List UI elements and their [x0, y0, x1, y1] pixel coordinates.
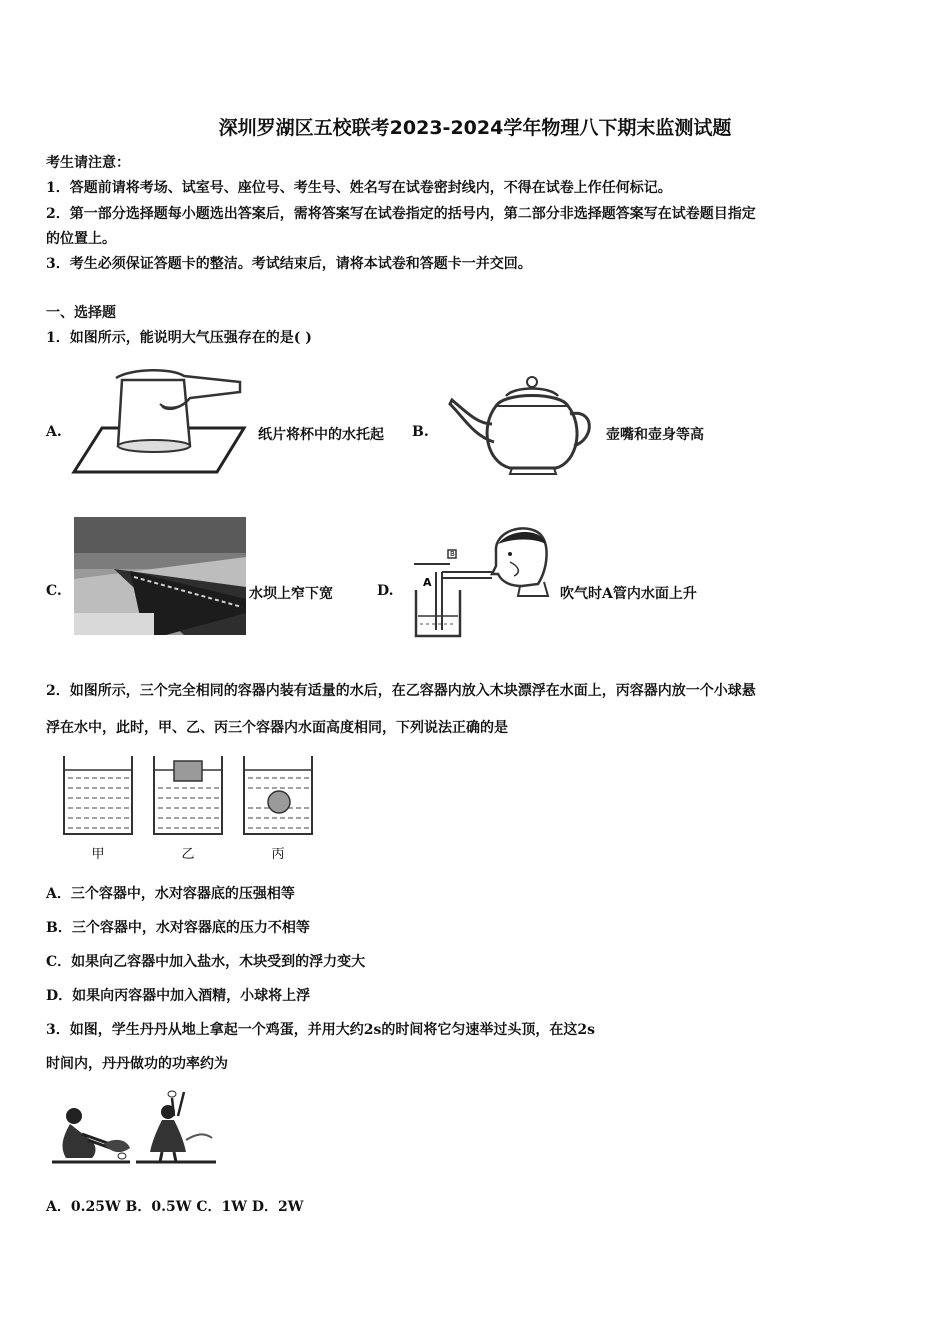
dam-photo — [74, 517, 246, 635]
q1-option-a-text: 纸片将杯中的水托起 — [258, 427, 384, 443]
q1-stem: 1．如图所示，能说明大气压强存在的是( ) — [46, 330, 312, 346]
blowing-tube-figure — [410, 524, 552, 640]
q3-options: A．0.25W B．0.5W C．1W D．2W — [46, 1199, 304, 1215]
tube-label-b: B — [450, 550, 455, 558]
three-containers-figure — [60, 752, 320, 864]
q2-option-a: A．三个容器中，水对容器底的压强相等 — [46, 886, 295, 902]
section-heading: 一、选择题 — [46, 305, 116, 321]
q1-option-b-label: B. — [412, 424, 429, 440]
q1-option-d-label: D. — [377, 583, 394, 599]
container-label-bing: 丙 — [271, 847, 285, 862]
q3-stem-line-2: 时间内，丹丹做功的功率约为 — [46, 1056, 228, 1072]
container-label-jia: 甲 — [91, 847, 105, 862]
notice-item-2-cont: 的位置上。 — [46, 231, 116, 247]
girl-lifting-egg-figure — [52, 1088, 216, 1168]
q2-option-b: B．三个容器中，水对容器底的压力不相等 — [46, 920, 310, 936]
q1-option-a-label: A. — [46, 424, 62, 440]
notice-heading: 考生请注意： — [46, 155, 130, 171]
cup-paper-figure — [72, 366, 247, 476]
tube-label-a: A — [423, 576, 432, 589]
notice-item-3: 3．考生必须保证答题卡的整洁。考试结束后，请将本试卷和答题卡一并交回。 — [46, 256, 532, 272]
q1-option-b-text: 壶嘴和壶身等高 — [606, 427, 704, 443]
teapot-figure — [448, 374, 598, 476]
q2-option-d: D．如果向丙容器中加入酒精，小球将上浮 — [46, 988, 311, 1004]
q1-option-d-text: 吹气时A管内水面上升 — [560, 586, 697, 602]
q1-option-c-label: C. — [46, 583, 62, 599]
q2-stem-line-2: 浮在水中，此时，甲、乙、丙三个容器内水面高度相同，下列说法正确的是 — [46, 720, 508, 736]
q2-stem-line-1: 2．如图所示，三个完全相同的容器内装有适量的水后，在乙容器内放入木块漂浮在水面上，丙容器内放一个小球悬 — [46, 683, 756, 699]
page-title: 深圳罗湖区五校联考2023-2024学年物理八下期末监测试题 — [218, 117, 732, 139]
q2-option-c: C．如果向乙容器中加入盐水，木块受到的浮力变大 — [46, 954, 366, 970]
q1-option-c-text: 水坝上窄下宽 — [249, 586, 333, 602]
container-label-yi: 乙 — [181, 847, 195, 862]
notice-item-2: 2．第一部分选择题每小题选出答案后，需将答案写在试卷指定的括号内，第二部分非选择题答案写在试卷题目指定 — [46, 206, 756, 222]
notice-item-1: 1．答题前请将考场、试室号、座位号、考生号、姓名写在试卷密封线内，不得在试卷上作任何标记。 — [46, 180, 672, 196]
q3-stem-line-1: 3．如图，学生丹丹从地上拿起一个鸡蛋，并用大约2s的时间将它匀速举过头顶，在这2s — [46, 1022, 595, 1038]
